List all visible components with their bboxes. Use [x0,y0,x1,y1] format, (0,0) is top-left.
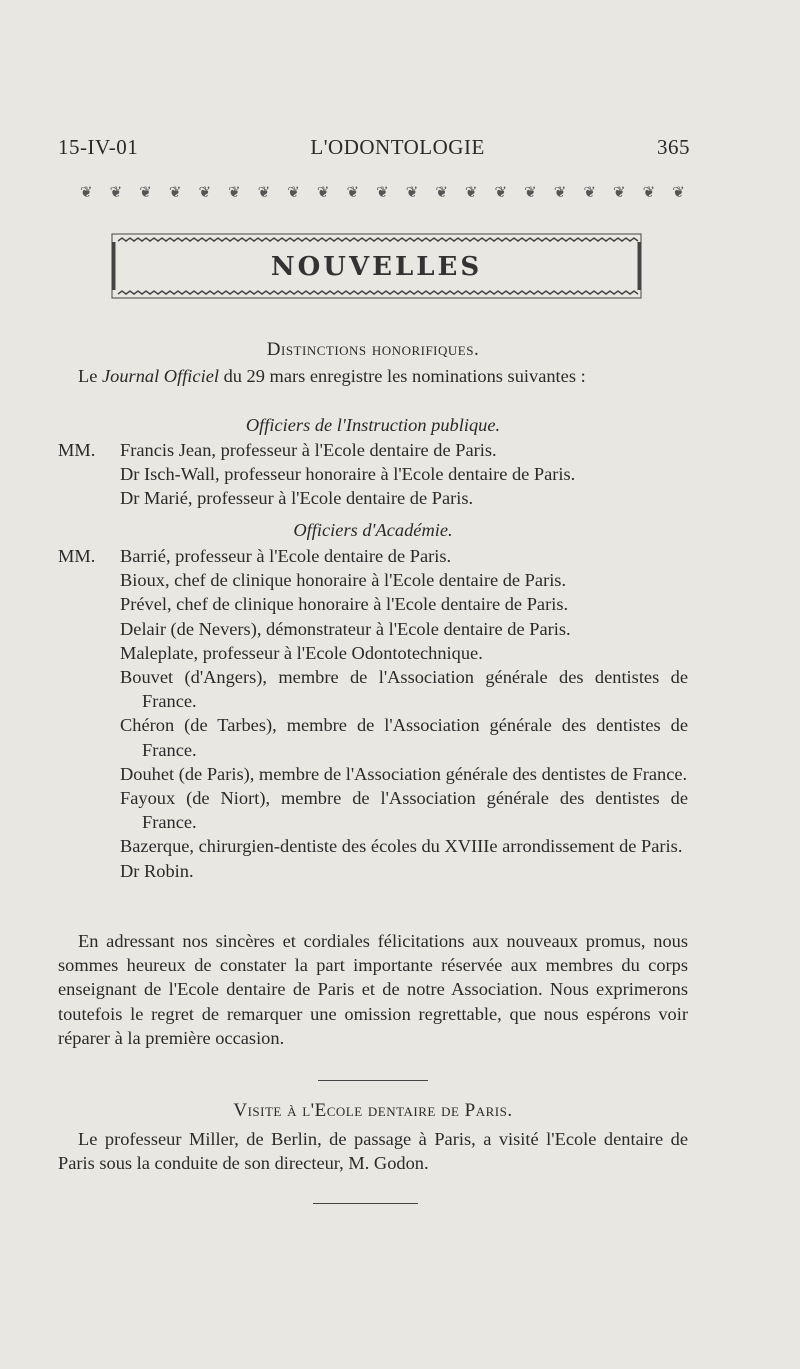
ornament-icon: ❦ [494,185,508,201]
end-divider [313,1203,418,1204]
ornament-icon: ❦ [346,185,360,201]
header-page-number: 365 [657,135,690,159]
nomination-entry: Delair (de Nevers), démonstrateur à l'Ecole dentaire de Paris. [120,618,571,639]
nomination-entry: Dr Marié, professeur à l'Ecole dentaire de Paris. [120,488,474,509]
header-journal-title: L'ODONTOLOGIE [310,135,485,159]
nomination-entry: Dr Robin. [120,860,194,881]
mm-prefix: MM. [58,440,96,460]
nomination-entry: Barrié, professeur à l'Ecole dentaire de Paris. [120,546,452,566]
ornament-icon: ❦ [376,185,389,201]
nomination-entry: Chéron (de Tarbes), membre de l'Association générale des dentistes de France. [120,715,688,760]
banner-title: NOUVELLES [270,252,483,282]
nomination-entry: Prével, chef de clinique honoraire à l'Ecole dentaire de Paris. [120,594,569,615]
ornament-icon: ❦ [80,185,93,201]
nomination-entry: Bazerque, chirurgien-dentiste des écoles du XVIIIe arrondissement de Paris. [120,836,683,857]
ornament-icon: ❦ [109,185,123,201]
running-head [58,135,690,160]
nomination-entry: Bouvet (d'Angers), membre de l'Association générale des dentistes de France. [120,667,688,712]
ornament-icon: ❦ [257,185,271,201]
ornament-icon: ❦ [198,185,212,201]
intro-text-1: Le [78,366,102,386]
ornament-icon: ❦ [228,185,241,201]
visite-paragraph: Le professeur Miller, de Berlin, de passage à Paris, a visité l'Ecole dentaire de Paris sous la conduite de son directeur, M. Godon. [58,1129,688,1174]
ornament-icon: ❦ [583,185,596,201]
ornament-row [80,183,685,202]
ornament-icon: ❦ [405,185,419,201]
ornament-icon: ❦ [316,185,330,201]
group-list-instruction-publique [58,438,688,511]
section-heading-visite: Visite à l'Ecole dentaire de Paris. [233,1100,513,1121]
nomination-entry: Douhet (de Paris), membre de l'Association générale des dentistes de France. [120,763,688,784]
ornament-icon: ❦ [464,185,478,201]
nomination-entry: Maleplate, professeur à l'Ecole Odontotechnique. [120,642,483,663]
section-heading-distinctions: Distinctions honorifiques. [266,339,480,360]
intro-text-2: du 29 mars enregistre les nominations suivantes : [218,366,586,386]
ornament-icon: ❦ [553,185,567,201]
nomination-entry: Francis Jean, professeur à l'Ecole dentaire de Paris. [120,440,497,460]
intro-paragraph [58,364,688,388]
group-title-academie: Officiers d'Académie. [293,520,453,540]
ornament-icon: ❦ [139,185,152,201]
section-divider [318,1080,428,1081]
ornament-icon: ❦ [524,185,537,201]
ornament-icon: ❦ [168,185,182,201]
ornament-icon: ❦ [642,185,656,201]
group-list-academie [58,544,688,883]
nomination-entry: Bioux, chef de clinique honoraire à l'Ecole dentaire de Paris. [120,570,567,591]
nomination-entry: Dr Isch-Wall, professeur honoraire à l'Ecole dentaire de Paris. [120,464,576,485]
group-title-instruction-publique: Officiers de l'Instruction publique. [245,415,501,435]
closing-paragraph: En adressant nos sincères et cordiales félicitations aux nouveaux promus, nous sommes heureux de constater la part importante réservée aux membres du corps enseignant de l'Ecole dentaire de Paris et de notre Association. Nous exprimerons toutefois le regret de remarquer une omission regrettable, que nous espérons voir réparer à la première occasion. [58,931,688,1048]
intro-journal-name: Journal Officiel [102,366,219,386]
nomination-entry: Fayoux (de Niort), membre de l'Association générale des dentistes de France. [120,788,688,833]
section-banner [108,228,645,308]
mm-prefix: MM. [58,546,96,566]
header-date: 15-IV-01 [58,135,139,159]
ornament-icon: ❦ [612,185,626,201]
ornament-icon: ❦ [672,185,685,201]
ornament-icon: ❦ [435,185,448,201]
ornament-icon: ❦ [287,185,300,201]
